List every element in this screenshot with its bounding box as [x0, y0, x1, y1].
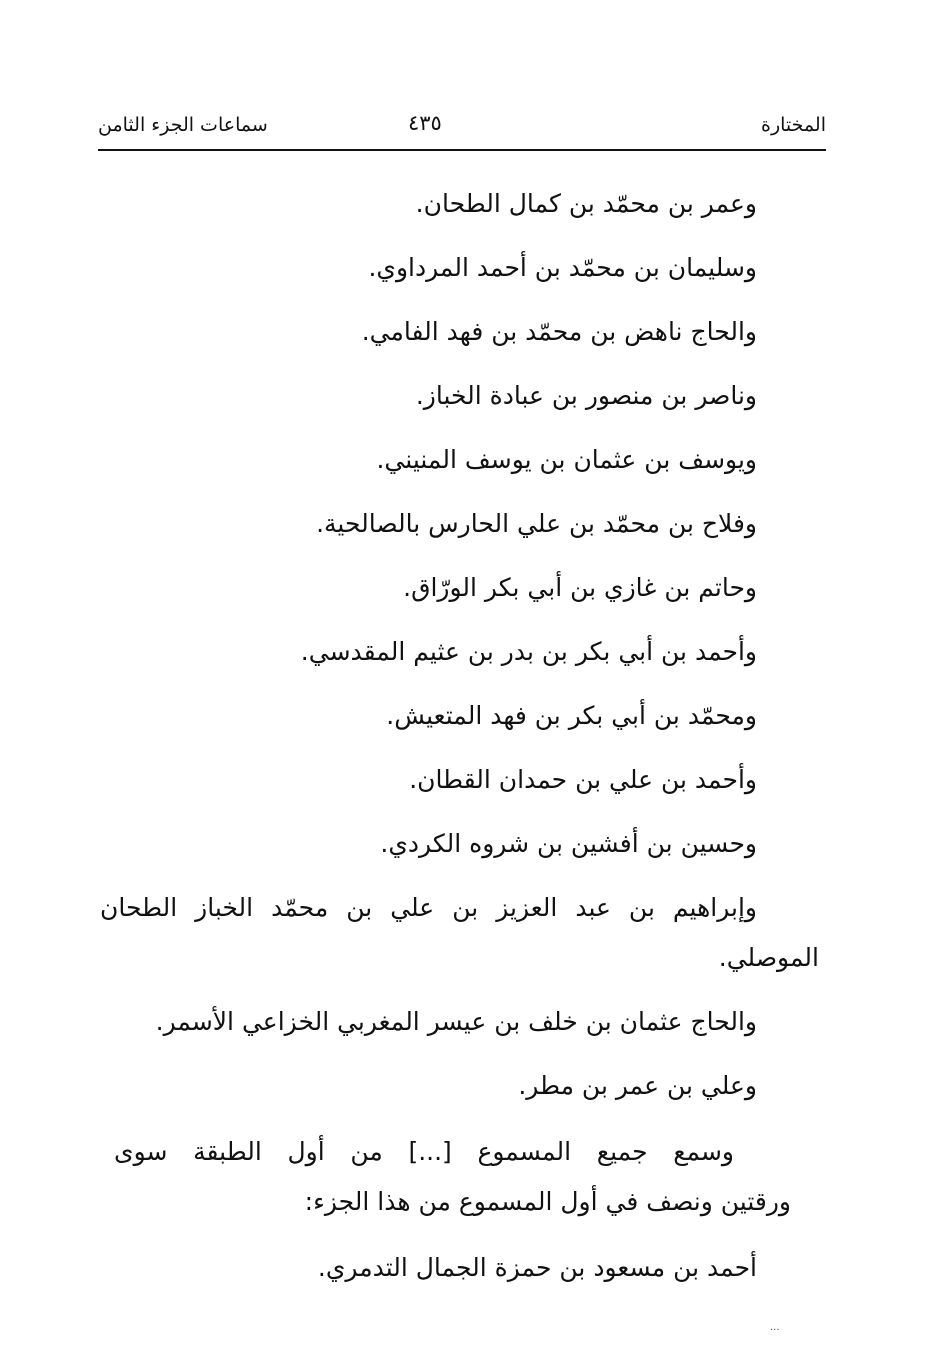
text-line: أحمد بن مسعود بن حمزة الجمال التدمري. — [317, 1253, 757, 1282]
text-line: وناصر بن منصور بن عبادة الخباز. — [415, 381, 757, 410]
text-line: وسمع جميع المسموع [...] من أول الطبقة سوى — [114, 1137, 734, 1166]
text-line: ومحمّد بن أبي بكر بن فهد المتعيش. — [386, 701, 757, 730]
header-rule — [98, 149, 826, 151]
footer-mark: ... — [770, 1322, 780, 1333]
running-header — [98, 108, 826, 148]
text-line: وسليمان بن محمّد بن أحمد المرداوي. — [368, 253, 757, 282]
text-line: والحاج ناهض بن محمّد بن فهد الفامي. — [361, 317, 757, 346]
text-line: والحاج عثمان بن خلف بن عيسر المغربي الخزاعي الأسمر. — [155, 1007, 757, 1036]
text-line: وعلي بن عمر بن مطر. — [518, 1071, 757, 1100]
text-line: ورقتين ونصف في أول المسموع من هذا الجزء: — [304, 1187, 791, 1216]
text-line: الموصلي. — [718, 943, 819, 972]
section-title: سماعات الجزء الثامن — [98, 114, 268, 136]
text-line: وحاتم بن غازي بن أبي بكر الورّاق. — [403, 573, 757, 602]
text-line: وعمر بن محمّد بن كمال الطحان. — [415, 189, 757, 218]
text-line: ويوسف بن عثمان بن يوسف المنيني. — [376, 445, 757, 474]
text-line: وإبراهيم بن عبد العزيز بن علي بن محمّد الخباز الطحان — [100, 893, 757, 922]
page-number: ٤٣٥ — [408, 111, 442, 135]
text-line: وأحمد بن علي بن حمدان القطان. — [409, 765, 757, 794]
text-line: وأحمد بن أبي بكر بن بدر بن عثيم المقدسي. — [300, 637, 757, 666]
text-line: وحسين بن أفشين بن شروه الكردي. — [380, 829, 757, 858]
book-title: المختارة — [761, 114, 826, 136]
text-line: وفلاح بن محمّد بن علي الحارس بالصالحية. — [316, 509, 757, 538]
